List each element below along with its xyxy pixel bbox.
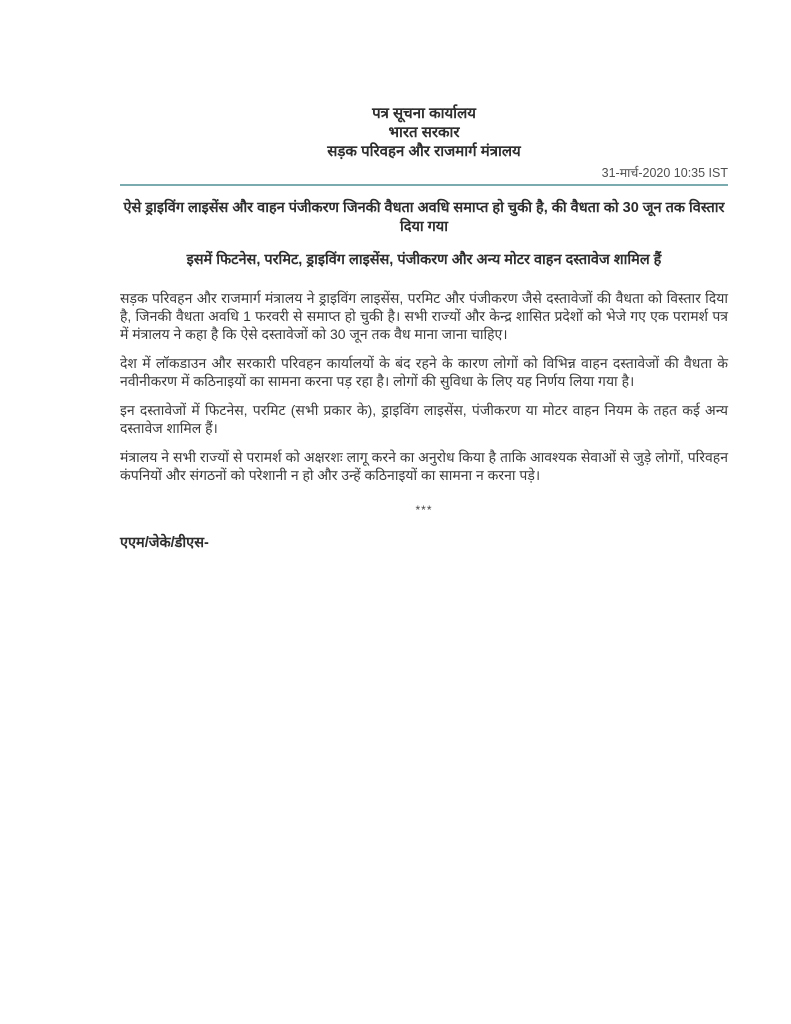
letterhead: [120, 104, 728, 161]
body-paragraph-4: मंत्रालय ने सभी राज्यों से परामर्श को अक्षरशः लागू करने का अनुरोध किया है ताकि आवश्यक सेवाओं से जुड़े लोगों, परिवहन कंपनियों और संगठनों को परेशानी न हो और उन्हें कठिनाइयों का सामना न करना पड़े।: [120, 449, 728, 483]
end-separator: ***: [415, 503, 433, 517]
body-paragraph-2: देश में लॉकडाउन और सरकारी परिवहन कार्यालयों के बंद रहने के कारण लोगों को विभिन्न वाहन दस्तावेजों की वैधता के नवीनीकरण में कठिनाइयों का सामना करना पड़ रहा है। लोगों की सुविधा के लिए यह निर्णय लिया गया है।: [120, 355, 728, 389]
release-subheadline: इसमें फिटनेस, परमिट, ड्राइविंग लाइसेंस, पंजीकरण और अन्य मोटर वाहन दस्तावेज शामिल हैं: [186, 252, 662, 268]
release-datetime: 31-मार्च-2020 10:35 IST: [601, 166, 728, 180]
letterhead-office: पत्र सूचना कार्यालय: [372, 105, 476, 122]
body-paragraph-3: इन दस्तावेजों में फिटनेस, परमिट (सभी प्रकार के), ड्राइविंग लाइसेंस, पंजीकरण या मोटर वाहन नियम के तहत कई अन्य दस्तावेज शामिल हैं।: [120, 402, 728, 436]
letterhead-government: भारत सरकार: [388, 124, 460, 141]
press-release-content: [120, 104, 728, 552]
letterhead-ministry: सड़क परिवहन और राजमार्ग मंत्रालय: [327, 143, 521, 160]
release-body: [120, 289, 728, 484]
header-divider-rule: [120, 184, 728, 186]
release-headline: ऐसे ड्राइविंग लाइसेंस और वाहन पंजीकरण जिनकी वैधता अवधि समाप्त हो चुकी है, की वैधता को 30 जून तक विस्तार दिया गया: [123, 200, 725, 235]
body-paragraph-1: सड़क परिवहन और राजमार्ग मंत्रालय ने ड्राइविंग लाइसेंस, परमिट और पंजीकरण जैसे दस्तावेजों की वैधता को विस्तार दिया है, जिनकी वैधता अवधि 1 फरवरी से समाप्त हो चुकी है। सभी राज्यों और केन्द्र शासित प्रदेशों को भेजे गए एक परामर्श पत्र में मंत्रालय ने कहा है कि ऐसे दस्तावेजों को 30 जून तक वैध माना जाना चाहिए।: [120, 290, 728, 342]
signature-initials: एएम/जेके/डीएस-: [120, 535, 209, 551]
